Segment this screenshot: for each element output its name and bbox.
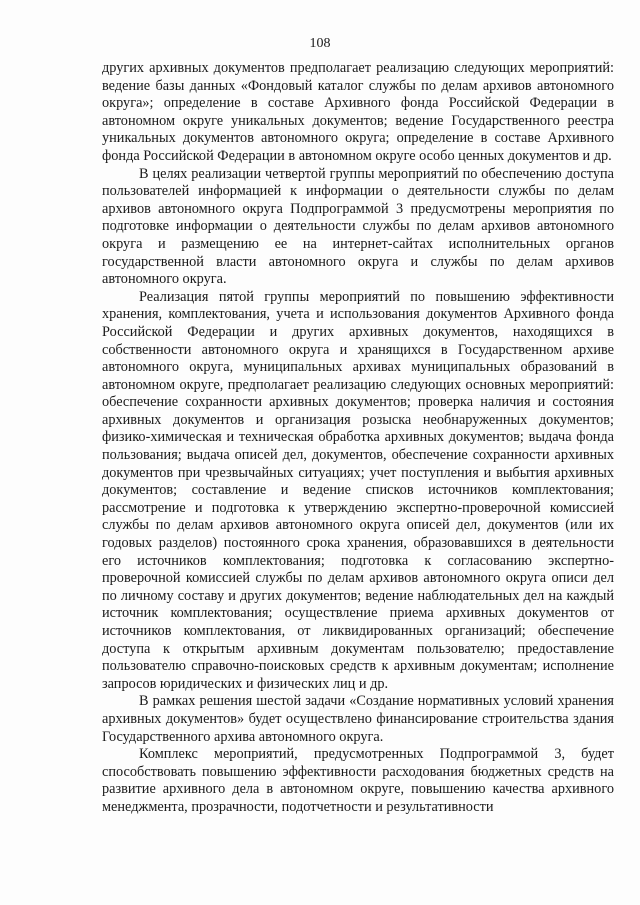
paragraph-measures-complex: Комплекс мероприятий, предусмотренных Подпрограммой 3, будет способствовать повышению эффективности расходования бюджетных средств на развитие архивного дела в автономном округе, повышению качества архивного менеджмента, прозрачности, подотчетности и результативности <box>102 746 614 815</box>
paragraph-fifth-group-storage: Реализация пятой группы мероприятий по повышению эффективности хранения, комплектования, учета и использования документов Архивного фонда Российской Федерации и других архивных документов, находящихся в собственности автономного округа и хранящихся в Государственном архиве автономного округа, муниципальных архивах муниципальных образований в автономном округе, предполагает реализацию следующих основных мероприятий: обеспечение сохранности архивных документов; проверка наличия и состояния архивных документов и организация розыска необнаруженных документов; физико-химическая и техническая обработка архивных документов; выдача фонда пользования; выдача описей дел, документов, обеспечение сохранности архивных документов при чрезвычайных ситуациях; учет поступления и выбытия архивных документов; составление и ведение списков источников комплектования; рассмотрение и подготовка к утверждению экспертно-проверочной комиссией службы по делам архивов автономного округа описей дел, документов (или их годовых разделов) постоянного срока хранения, образовавшихся в деятельности его источников комплектования; подготовка к согласованию экспертно-проверочной комиссией службы по делам архивов автономного округа описи дел по личному составу и других документов; ведение наблюдательных дел на каждый источник комплектования; осуществление приема архивных документов от источников комплектования, от ликвидированных организаций; обеспечение доступа к открытым архивным документам пользователю; предоставление пользователю справочно-поисковых средств к архивным документам; исполнение запросов юридических и физических лиц и др. <box>102 288 614 692</box>
paragraph-archival-fund-definition: других архивных документов предполагает реализацию следующих мероприятий: ведение базы данных «Фондовый каталог службы по делам архивов автономного округа»; определение в составе Архивного фонда Российской Федерации в автономном округе уникальных документов; ведение Государственного реестра уникальных документов автономного округа; определение в составе Архивного фонда Российской Федерации в автономном округе особо ценных документов и др. <box>102 60 614 164</box>
body-text <box>102 60 614 817</box>
paragraph-sixth-task-construction: В рамках решения шестой задачи «Создание нормативных условий хранения архивных документов» будет осуществлено финансирование строительства здания Государственного архива автономного округа. <box>102 693 614 745</box>
paragraph-fourth-group-access: В целях реализации четвертой группы мероприятий по обеспечению доступа пользователей информацией к информации о деятельности службы по делам архивов автономного округа Подпрограммой 3 предусмотрены мероприятия по подготовке информации о деятельности службы по делам архивов автономного округа и размещению ее на интернет-сайтах исполнительных органов государственной власти автономного округа и службы по делам архивов автономного округа. <box>102 165 614 288</box>
page-number: 108 <box>309 36 331 51</box>
